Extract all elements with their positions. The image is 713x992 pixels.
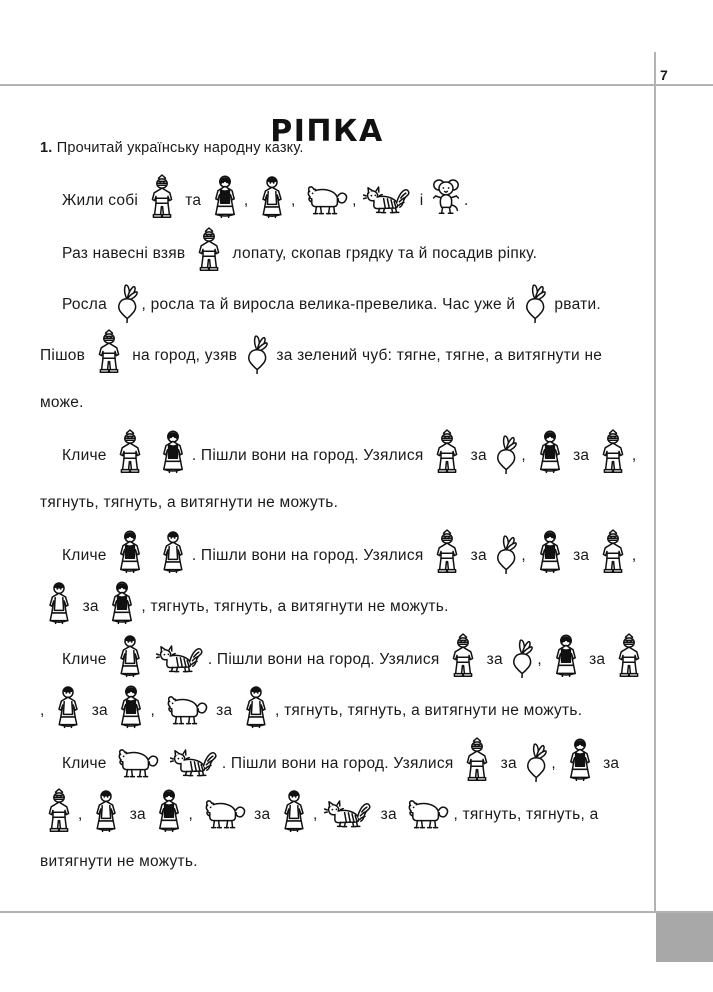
turnip-icon: [493, 530, 519, 574]
text-run: а витягнути не можуть.: [40, 806, 599, 871]
grandfather-icon: [446, 632, 480, 678]
text-run: за: [216, 702, 233, 720]
grandfather-icon: [92, 328, 126, 374]
text-run: ,: [521, 447, 526, 465]
text-run: . Пішли вони на город. Узялися: [221, 755, 454, 773]
text-run: ,: [551, 755, 556, 773]
task-number: 1.: [40, 140, 53, 156]
text-run: за зелений чуб: тягне, тягне,: [276, 347, 490, 365]
footer-rule: [0, 911, 713, 913]
text-run: за: [589, 651, 606, 669]
text-run: , тягнуть, тягнуть, а витягнути не: [274, 702, 520, 720]
text-run: , тягнуть, тягнуть,: [453, 806, 585, 824]
turnip-icon: [509, 634, 535, 678]
grandmother-icon: [549, 632, 583, 678]
header-rule: [0, 84, 713, 86]
text-run: . Пішли вони на город. Узялися: [191, 547, 424, 565]
dog-icon: [403, 790, 451, 830]
text-run: ,: [312, 806, 318, 824]
page-content: [40, 140, 648, 887]
grandmother-icon: [533, 528, 567, 574]
mouse-icon: [430, 176, 462, 216]
text-run: Кличе: [62, 547, 107, 565]
text-run: за: [603, 755, 620, 773]
text-run: за: [470, 447, 487, 465]
text-run: Росла: [62, 296, 107, 314]
cat-icon: [324, 791, 374, 829]
grandfather-icon: [430, 428, 464, 474]
dog-icon: [200, 790, 248, 830]
text-run: . Пішли вони на город. Узялися: [191, 447, 424, 465]
text-run: ,: [521, 547, 526, 565]
text-run: ,: [150, 702, 156, 720]
granddaughter-icon: [277, 787, 311, 833]
grandmother-icon: [563, 736, 597, 782]
grandfather-icon: [596, 428, 630, 474]
task-text: Прочитай українську народну казку.: [56, 140, 304, 156]
text-run: Кличе: [62, 447, 107, 465]
grandfather-icon: [145, 173, 179, 219]
story-paragraph-7: [40, 736, 648, 885]
story-paragraph-2: [40, 226, 648, 277]
grandmother-icon: [113, 528, 147, 574]
granddaughter-icon: [113, 632, 147, 678]
margin-rule-body: [654, 86, 656, 913]
granddaughter-icon: [51, 683, 85, 729]
page-title: РІПКА: [270, 114, 384, 150]
grandmother-icon: [105, 579, 139, 625]
grandmother-icon: [533, 428, 567, 474]
dog-icon: [162, 686, 210, 726]
text-run: за: [82, 598, 99, 616]
story-paragraph-4: [40, 428, 648, 526]
text-run: .: [464, 192, 469, 210]
grandfather-icon: [430, 528, 464, 574]
granddaughter-icon: [42, 579, 76, 625]
cat-icon: [170, 740, 220, 778]
grandfather-icon: [460, 736, 494, 782]
text-run: за: [91, 702, 108, 720]
text-run: , тягнуть, тягнуть, а витягнути не можуть.: [141, 598, 449, 616]
grandmother-icon: [156, 428, 190, 474]
granddaughter-icon: [89, 787, 123, 833]
text-run: за: [380, 806, 397, 824]
text-run: . Пішли вони на город. Узялися: [207, 651, 440, 669]
text-run: ,: [40, 702, 45, 720]
turnip-icon: [523, 738, 549, 782]
text-run: ,: [352, 192, 357, 210]
text-run: за: [500, 755, 517, 773]
text-run: Кличе: [62, 755, 107, 773]
text-run: за: [486, 651, 503, 669]
grandmother-icon: [114, 683, 148, 729]
text-run: рвати. Пішов: [40, 296, 601, 365]
turnip-icon: [493, 430, 519, 474]
text-run: ,: [78, 806, 83, 824]
text-run: можуть.: [523, 702, 583, 720]
text-run: за: [129, 806, 146, 824]
text-run: і: [419, 192, 424, 210]
grandfather-icon: [596, 528, 630, 574]
grandfather-icon: [42, 787, 76, 833]
story-paragraph-3: [40, 279, 648, 426]
story-paragraph-6: [40, 632, 648, 734]
page-number: 7: [660, 67, 668, 83]
text-run: Жили собі: [62, 192, 139, 210]
text-run: а витягнути не може.: [40, 347, 603, 412]
corner-color-block: [656, 913, 713, 962]
cat-icon: [363, 177, 413, 215]
text-run: ,: [631, 547, 637, 565]
text-run: ,: [188, 806, 194, 824]
turnip-icon: [522, 279, 548, 323]
text-run: , тягнуть, тягнуть, а витягнути не можуть.: [40, 447, 637, 512]
story-paragraph-1: [40, 173, 648, 224]
text-run: на город, узяв: [132, 347, 238, 365]
dog-icon: [113, 739, 161, 779]
text-run: Кличе: [62, 651, 107, 669]
margin-rule-top: [654, 52, 656, 86]
granddaughter-icon: [156, 528, 190, 574]
text-run: та: [185, 192, 202, 210]
grandfather-icon: [113, 428, 147, 474]
text-run: , росла та й виросла велика-превелика. Час уже й: [141, 296, 516, 314]
turnip-icon: [114, 279, 140, 323]
task-instruction: [40, 140, 648, 157]
story-paragraph-5: [40, 528, 648, 630]
text-run: за: [254, 806, 271, 824]
text-run: за: [573, 447, 590, 465]
granddaughter-icon: [239, 683, 273, 729]
text-run: ,: [243, 192, 249, 210]
text-run: за: [573, 547, 590, 565]
text-run: лопату, скопав грядку та й посадив ріпку.: [232, 245, 538, 263]
grandmother-icon: [208, 173, 242, 219]
dog-icon: [302, 176, 350, 216]
grandfather-icon: [192, 226, 226, 272]
text-run: ,: [537, 651, 542, 669]
text-run: Раз навесні взяв: [62, 245, 186, 263]
text-run: за: [470, 547, 487, 565]
grandfather-icon: [612, 632, 646, 678]
text-run: ,: [290, 192, 296, 210]
turnip-icon: [244, 330, 270, 374]
grandmother-icon: [152, 787, 186, 833]
granddaughter-icon: [255, 173, 289, 219]
cat-icon: [156, 636, 206, 674]
